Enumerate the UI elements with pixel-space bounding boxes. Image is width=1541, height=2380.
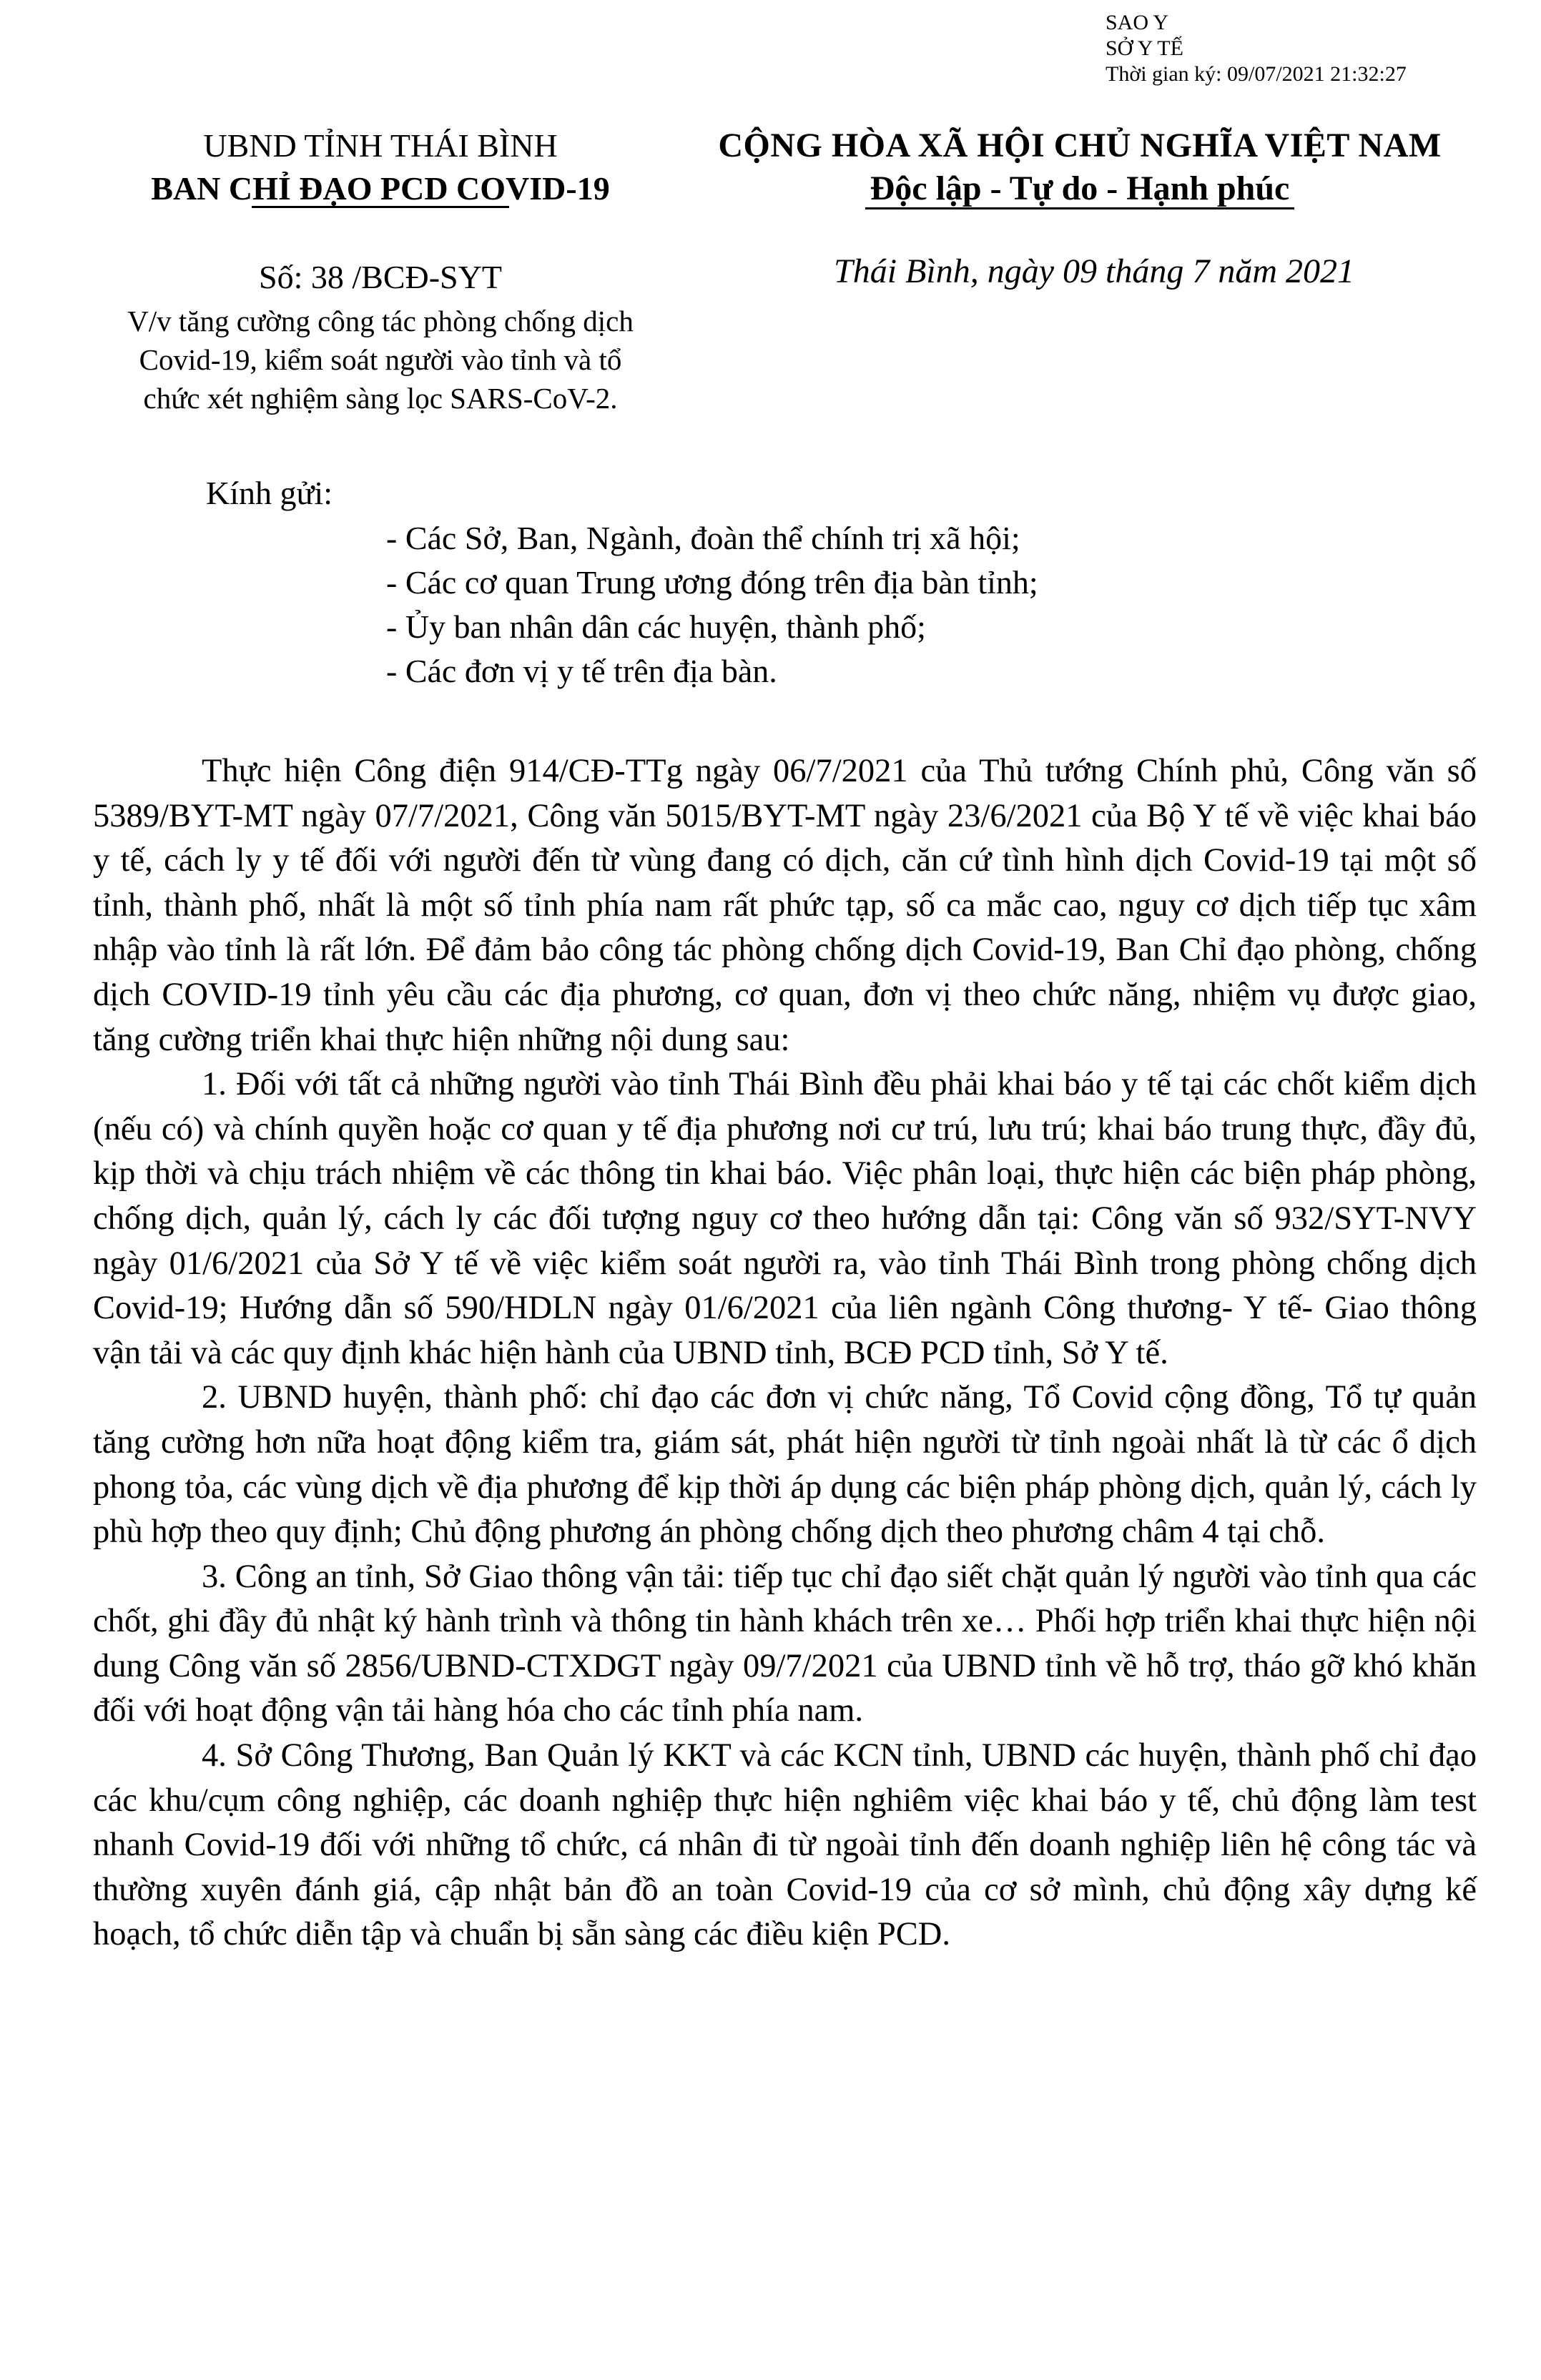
recipient-item: - Ủy ban nhân dân các huyện, thành phố; (386, 608, 926, 645)
recipient-item: - Các cơ quan Trung ương đóng trên địa bàn tỉnh; (386, 564, 1038, 601)
board-name: BAN CHỈ ĐẠO PCD COVID-19 (151, 170, 610, 207)
agency-underline (252, 206, 509, 208)
national-title: CỘNG HÒA XÃ HỘI CHỦ NGHĨA VIỆT NAM (718, 127, 1442, 164)
motto-underline (865, 207, 1294, 209)
document-body (93, 749, 1477, 1957)
national-title-block (686, 124, 1473, 212)
body-paragraph: 3. Công an tỉnh, Sở Giao thông vận tải: tiếp tục chỉ đạo siết chặt quản lý người vào tỉnh qua các chốt, ghi đầy đủ nhật ký hành trình và thông tin hành khách trên xe… Phối hợp triển khai thực hiện nội dung Công văn số 2856/UBND-CTXDGT ngày 09/7/2021 của UBND tỉnh về hỗ trợ, tháo gỡ khó khăn đối với hoạt động vận tải hàng hóa cho các tỉnh phía nam. (93, 1558, 1477, 1729)
recipient-item: - Các Sở, Ban, Ngành, đoàn thể chính trị xã hội; (386, 520, 1020, 556)
body-paragraph: Thực hiện Công điện 914/CĐ-TTg ngày 06/7/2021 của Thủ tướng Chính phủ, Công văn số 5389/BYT-MT ngày 07/7/2021, Công văn 5015/BYT-MT ngày 23/6/2021 của Bộ Y tế về việc khai báo y tế, cách ly y tế đối với người đến từ vùng đang có dịch, căn cứ tình hình dịch Covid-19 tại một số tỉnh, thành phố, nhất là một số tỉnh phía nam rất phức tạp, số ca mắc cao, nguy cơ dịch tiếp tục xâm nhập vào tỉnh là rất lớn. Để đảm bảo công tác phòng chống dịch Covid-19, Ban Chỉ đạo phòng, chống dịch COVID-19 tỉnh yêu cầu các địa phương, cơ quan, đơn vị theo chức năng, nhiệm vụ được giao, tăng cường triển khai thực hiện những nội dung sau: (93, 753, 1477, 1058)
stamp-line-1: SAO Y (1106, 11, 1169, 34)
body-paragraph: 1. Đối với tất cả những người vào tỉnh Thái Bình đều phải khai báo y tế tại các chốt kiểm dịch (nếu có) và chính quyền hoặc cơ quan y tế địa phương nơi cư trú, lưu trú; khai báo trung thực, đầy đủ, kịp thời và chịu trách nhiệm về các thông tin khai báo. Việc phân loại, thực hiện các biện pháp phòng, chống dịch, quản lý, cách ly các đối tượng nguy cơ theo hướng dẫn tại: Công văn số 932/SYT-NVY ngày 01/6/2021 của Sở Y tế về việc kiểm soát người ra, vào tỉnh Thái Bình trong phòng chống dịch Covid-19; Hướng dẫn số 590/HDLN ngày 01/6/2021 của liên ngành Công thương- Y tế- Giao thông vận tải và các quy định khác hiện hành của UBND tỉnh, BCĐ PCD tỉnh, Sở Y tế. (93, 1066, 1477, 1371)
document-number: Số: 38 /BCĐ-SYT (259, 259, 502, 295)
recipient-list (386, 516, 1038, 693)
stamp-signing-time: Thời gian ký: 09/07/2021 21:32:27 (1106, 62, 1407, 86)
issuing-agency-block (94, 124, 666, 212)
document-subject (80, 302, 681, 418)
subject-line: chức xét nghiệm sàng lọc SARS-CoV-2. (143, 382, 618, 415)
greeting: Kính gửi: (206, 475, 333, 511)
body-paragraph: 4. Sở Công Thương, Ban Quản lý KKT và các KCN tỉnh, UBND các huyện, thành phố chỉ đạo các khu/cụm công nghiệp, các doanh nghiệp thực hiện nghiêm việc khai báo y tế, chủ động làm test nhanh Covid-19 đối với những tổ chức, cá nhân đi từ ngoài tỉnh đến doanh nghiệp liên hệ công tác và thường xuyên đánh giá, cập nhật bản đồ an toàn Covid-19 của cơ sở mình, chủ động xây dựng kế hoạch, tổ chức diễn tập và chuẩn bị sẵn sàng các điều kiện PCD. (93, 1737, 1477, 1953)
recipient-item: - Các đơn vị y tế trên địa bàn. (386, 653, 777, 689)
agency-name: UBND TỈNH THÁI BÌNH (203, 127, 558, 164)
stamp-line-2: SỞ Y TẾ (1106, 36, 1183, 60)
body-paragraph: 2. UBND huyện, thành phố: chỉ đạo các đơn vị chức năng, Tổ Covid cộng đồng, Tổ tự quản tăng cường hơn nữa hoạt động kiểm tra, giám sát, phát hiện người từ tỉnh ngoài nhất là từ các ổ dịch phong tỏa, các vùng dịch về địa phương để kịp thời áp dụng các biện pháp phòng dịch, quản lý, cách ly phù hợp theo quy định; Chủ động phương án phòng chống dịch theo phương châm 4 tại chỗ. (93, 1379, 1477, 1551)
subject-line: V/v tăng cường công tác phòng chống dịch (127, 305, 634, 337)
national-motto: Độc lập - Tự do - Hạnh phúc (870, 169, 1290, 207)
subject-line: Covid-19, kiểm soát người vào tỉnh và tổ (139, 343, 622, 376)
place-date: Thái Bình, ngày 09 tháng 7 năm 2021 (834, 252, 1354, 290)
copy-stamp (1106, 10, 1407, 87)
